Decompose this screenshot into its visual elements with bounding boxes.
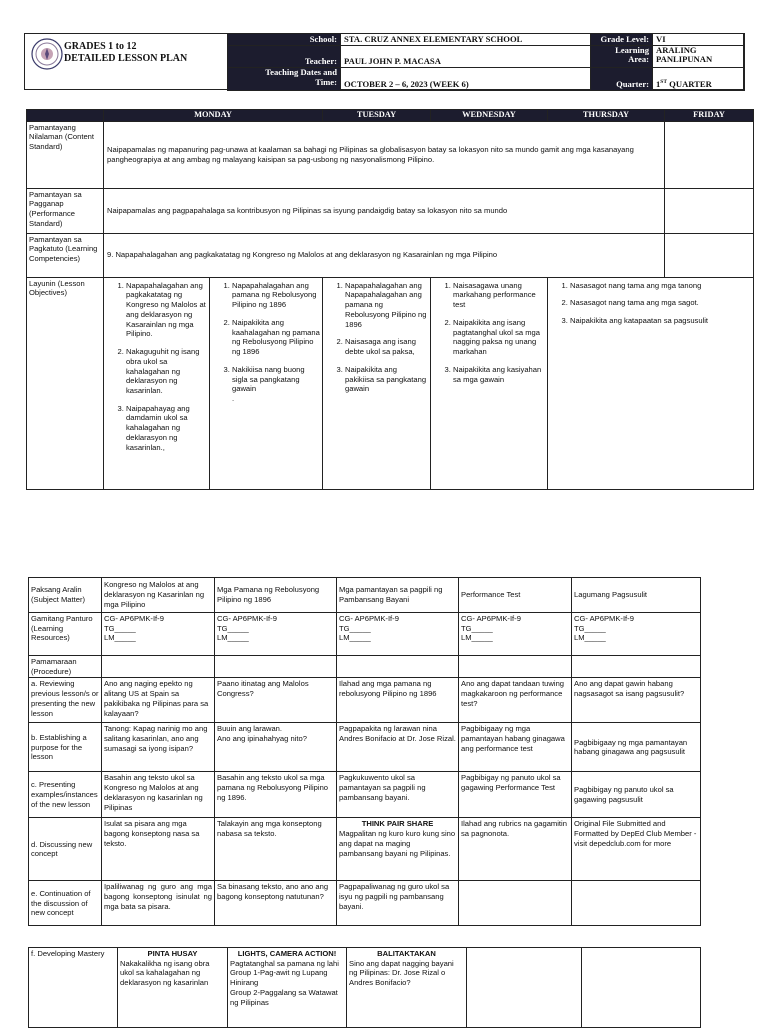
mastery-friday: [582, 948, 701, 1028]
header-info-table: [227, 33, 745, 91]
objective-item: 2. Naipakikita ang kaahalagahan ng pamana ng Rebolusyong Pilipino ng 1896: [232, 318, 320, 357]
procedure-friday: [572, 656, 701, 678]
continuation-tuesday: Sa binasang teksto, ano ano ang bagong konseptong natutunan?: [215, 881, 337, 926]
mastery-thursday: [467, 948, 582, 1028]
review-tuesday: Paano itinatag ang Malolos Congress?: [215, 678, 337, 723]
school-value: STA. CRUZ ANNEX ELEMENTARY SCHOOL: [341, 34, 591, 46]
subject-friday: Lagumang Pagsusulit: [572, 578, 701, 613]
row-label-review: a. Reviewing previous lesson/s or presenting the new lesson: [29, 678, 102, 723]
procedure-tuesday: [215, 656, 337, 678]
objectives-tuesday-extra: .: [232, 393, 235, 403]
subject-thursday: Performance Test: [459, 578, 572, 613]
objective-item: 3. Naipakikita ang katapaatan sa pagsusulit: [570, 316, 751, 326]
purpose-tuesday: Buuin ang larawan. Ano ang ipinahahyag nito?: [215, 723, 337, 772]
objective-item: 3. Naipapahayag ang damdamin ukol sa kahalagahan ng deklarasyon ng kasarinlan.,: [126, 404, 207, 453]
content-standard-empty: [665, 121, 754, 188]
objectives-friday: [548, 277, 754, 489]
objective-item: 3. Nakikiisa nang buong sigla sa pangkatang gawain: [232, 365, 320, 394]
continuation-monday: Ipaliliwanag ng guro ang mga bagong konseptong isinulat ng mga bata sa pisara.: [102, 881, 215, 926]
discussing-tuesday: Talakayin ang mga konseptong nabasa sa teksto.: [215, 818, 337, 881]
dates-label: Teaching Dates and Time:: [228, 68, 341, 91]
discussing-wednesday: [337, 818, 459, 881]
competency-text: 9. Napapahalagahan ang pagkakatatag ng Kongreso ng Malolos at ang deklarasyon ng Kasarainlan ng mga Pilipino: [104, 233, 665, 277]
row-label-examples: c. Presenting examples/instances of the new lesson: [29, 772, 102, 818]
performance-standard-label: Pamantayan sa Pagganap (Performance Standard): [27, 188, 104, 233]
examples-thursday: Pagbibigay ng panuto ukol sa gagawing Performance Test: [459, 772, 572, 818]
lights-camera-action-heading: LIGHTS, CAMERA ACTION!: [237, 949, 337, 958]
pinta-husay-heading: PINTA HUSAY: [147, 949, 198, 958]
grade-value: VI: [653, 34, 745, 46]
examples-tuesday: Basahin ang teksto ukol sa mga pamana ng Rebolusyong Pilipino ng 1896.: [215, 772, 337, 818]
row-label-subject: Paksang Aralin (Subject Matter): [29, 578, 102, 613]
purpose-wednesday: Pagpapakita ng larawan nina Andres Bonifacio at Dr. Jose Rizal.: [337, 723, 459, 772]
review-thursday: Ano ang dapat tandaan tuwing magkakaroon ng performance test?: [459, 678, 572, 723]
performance-standard-empty: [665, 188, 754, 233]
area-value: ARALING PANLIPUNAN: [653, 46, 745, 68]
examples-wednesday: Pagkukuwento ukol sa pamantayan sa pagpili ng pambansang bayani.: [337, 772, 459, 818]
resources-thursday: CG- AP6PMK-If-9 TG_____ LM_____: [459, 613, 572, 656]
school-label: School:: [228, 34, 341, 46]
teacher-value: PAUL JOHN P. MACASA: [341, 46, 591, 68]
procedure-thursday: [459, 656, 572, 678]
objective-item: 1. Nasasagot nang tama ang mga tanong: [570, 281, 751, 291]
objectives-wednesday: [323, 277, 431, 489]
purpose-monday: Tanong: Kapag narinig mo ang salitang kasarinlan, ano ang sumasagi sa iyong isipan?: [102, 723, 215, 772]
objective-item: 2. Nakaguguhit ng isang obra ukol sa kahalagahan ng deklarasyon ng kasarinlan.: [126, 347, 207, 396]
objective-item: 3. Naipakikita ang pakikiisa sa pangkatang gawain: [345, 365, 428, 394]
quarter-label: Quarter:: [591, 68, 653, 91]
subject-monday: Kongreso ng Malolos at ang deklarasyon ng Kasarinlan ng mga Pilipino: [102, 578, 215, 613]
review-wednesday: Ilahad ang mga pamana ng rebolusyong Pilipino ng 1896: [337, 678, 459, 723]
procedure-monday: [102, 656, 215, 678]
resources-friday: CG- AP6PMK-If-9 TG_____ LM_____: [572, 613, 701, 656]
content-standard-label: Pamantayang Nilalaman (Content Standard): [27, 121, 104, 188]
objective-item: 2. Naipakikita ang isang pagtatanghal ukol sa mga nagging paksa ng unang markahan: [453, 318, 545, 357]
mastery-tuesday: [228, 948, 347, 1028]
day-tuesday: TUESDAY: [323, 110, 431, 122]
think-pair-share-heading: THINK PAIR SHARE: [361, 819, 434, 829]
day-monday: MONDAY: [104, 110, 323, 122]
objective-item: 1. Napapahalagahan ang pamana ng Rebolusyong Pilipino ng 1896: [232, 281, 320, 310]
resources-wednesday: CG- AP6PMK-If-9 TG_____ LM_____: [337, 613, 459, 656]
grade-label: Grade Level:: [591, 34, 653, 46]
area-label: Learning Area:: [591, 46, 653, 68]
row-label-mastery: f. Developing Mastery: [29, 948, 118, 1028]
subject-wednesday: Mga pamantayan sa pagpili ng Pambansang Bayani: [337, 578, 459, 613]
performance-standard-text: Naipapamalas ang pagpapahalaga sa kontribusyon ng Pilipinas sa isyung pandaigdig batay sa lokasyon nito sa mundo: [104, 188, 665, 233]
content-standard-text: Naipapamalas ng mapanuring pag-unawa at kaalaman sa bahagi ng Pilipinas sa globalisasyon batay sa lokasyon nito sa mundo gamit ang mga kasanayang pangheograpiya at ang ambag ng malayang kaisipan sa pag-usbong ng nasyonalismong Pilipino.: [104, 121, 665, 188]
objective-item: 1. Napapahalagahan ang pagkakatatag ng Kongreso ng Malolos at ang deklarasyon ng Kasarainlan ng mga Pilipino.: [126, 281, 207, 339]
objectives-tuesday: [210, 277, 323, 489]
procedure-table: [28, 577, 701, 926]
discussing-monday: Isulat sa pisara ang mga bagong konseptong nasa sa teksto.: [102, 818, 215, 881]
objective-item: 1. Naisasagawa unang markahang performance test: [453, 281, 545, 310]
row-label-discussing: d. Discussing new concept: [29, 818, 102, 881]
teacher-label: Teacher:: [228, 46, 341, 68]
corner-cell: [27, 110, 104, 122]
mastery-monday-text: Nakakalikha ng isang obra ukol sa kahalagahan ng deklarasyon ng kasarinlan: [120, 958, 210, 988]
objective-item: 2. Naisasaga ang isang debte ukol sa paksa,: [345, 337, 428, 356]
mastery-monday: [118, 948, 228, 1028]
objective-item: 1. Napapahalagahan ang Napapahalagahan ang pamana ng Rebolusyong Pilipino ng 1896: [345, 281, 428, 330]
competency-label: Pamantayan sa Pagkatuto (Learning Competencies): [27, 233, 104, 277]
day-wednesday: WEDNESDAY: [431, 110, 548, 122]
deped-seal-icon: [31, 38, 63, 70]
resources-monday: CG- AP6PMK-If-9 TG_____ LM_____: [102, 613, 215, 656]
objective-item: 2. Nasasagot nang tama ang mga sagot.: [570, 298, 751, 308]
continuation-wednesday: Pagpapaliwanag ng guro ukol sa isyu ng pagpili ng pambansang bayani.: [337, 881, 459, 926]
mastery-wednesday-text: Sino ang dapat nagging bayani ng Pilipinas: Dr. Jose Rizal o Andres Bonifacio?: [349, 958, 454, 988]
procedure-wednesday: [337, 656, 459, 678]
objectives-thursday: [431, 277, 548, 489]
examples-friday: Pagbibigay ng panuto ukol sa gagawing pagsusulit: [572, 772, 701, 818]
subject-tuesday: Mga Pamana ng Rebolusyong Pilipino ng 1896: [215, 578, 337, 613]
mastery-wednesday: [347, 948, 467, 1028]
continuation-friday: [572, 881, 701, 926]
row-label-resources: Gamitang Panturo (Learning Resources): [29, 613, 102, 656]
objectives-monday: [104, 277, 210, 489]
dates-value: OCTOBER 2 – 6, 2023 (WEEK 6): [341, 68, 591, 91]
continuation-thursday: [459, 881, 572, 926]
balitaktakan-heading: BALITAKTAKAN: [377, 949, 436, 958]
discussing-friday: Original File Submitted and Formatted by DepEd Club Member - visit depedclub.com for more: [572, 818, 701, 881]
purpose-thursday: Pagbibigaay ng mga pamantayan habang ginagawa ang performance test: [459, 723, 572, 772]
discussing-wednesday-text: Magpalitan ng kuro kuro kung sino ang dapat na maging pambansang bayani ng Pilipinas.: [339, 829, 456, 858]
competency-empty: [665, 233, 754, 277]
purpose-friday: Pagbibigaay ng mga pamantayan habang ginagawa ang pagsusulit: [572, 723, 701, 772]
row-label-continuation: e. Continuation of the discussion of new concept: [29, 881, 102, 926]
row-label-purpose: b. Establishing a purpose for the lesson: [29, 723, 102, 772]
mastery-tuesday-text: Pagtatanghal sa pamana ng lahi Group 1-Pag-awit ng Lupang Hinirang Group 2-Paggalang sa Watawat ng Pilipinas: [230, 958, 339, 1007]
day-friday: FRIDAY: [665, 110, 754, 122]
standards-table: [26, 109, 754, 490]
discussing-thursday: Ilahad ang rubrics na gagamitin sa pagnonota.: [459, 818, 572, 881]
resources-tuesday: CG- AP6PMK-If-9 TG_____ LM_____: [215, 613, 337, 656]
plan-title-line2: DETAILED LESSON PLAN: [64, 53, 188, 64]
examples-monday: Basahin ang teksto ukol sa Kongreso ng Malolos at ang deklarasyon ng kasarinlan ng Pilipinas: [102, 772, 215, 818]
mastery-table: [28, 947, 701, 1028]
day-thursday: THURSDAY: [548, 110, 665, 122]
review-friday: Ano ang dapat gawin habang nagsasagot sa isang pagsusulit?: [572, 678, 701, 723]
objectives-label: Layunin (Lesson Objectives): [27, 277, 104, 489]
objective-item: 3. Naipakikita ang kasiyahan sa mga gawain: [453, 365, 545, 384]
review-monday: Ano ang naging epekto ng alitang US at Spain sa pakikibaka ng Pilipinas para sa kalayaan?: [102, 678, 215, 723]
quarter-value: 1ST QUARTER: [653, 68, 745, 91]
row-label-procedure: Pamamaraan (Procedure): [29, 656, 102, 678]
plan-title-line1: GRADES 1 to 12: [64, 41, 137, 52]
